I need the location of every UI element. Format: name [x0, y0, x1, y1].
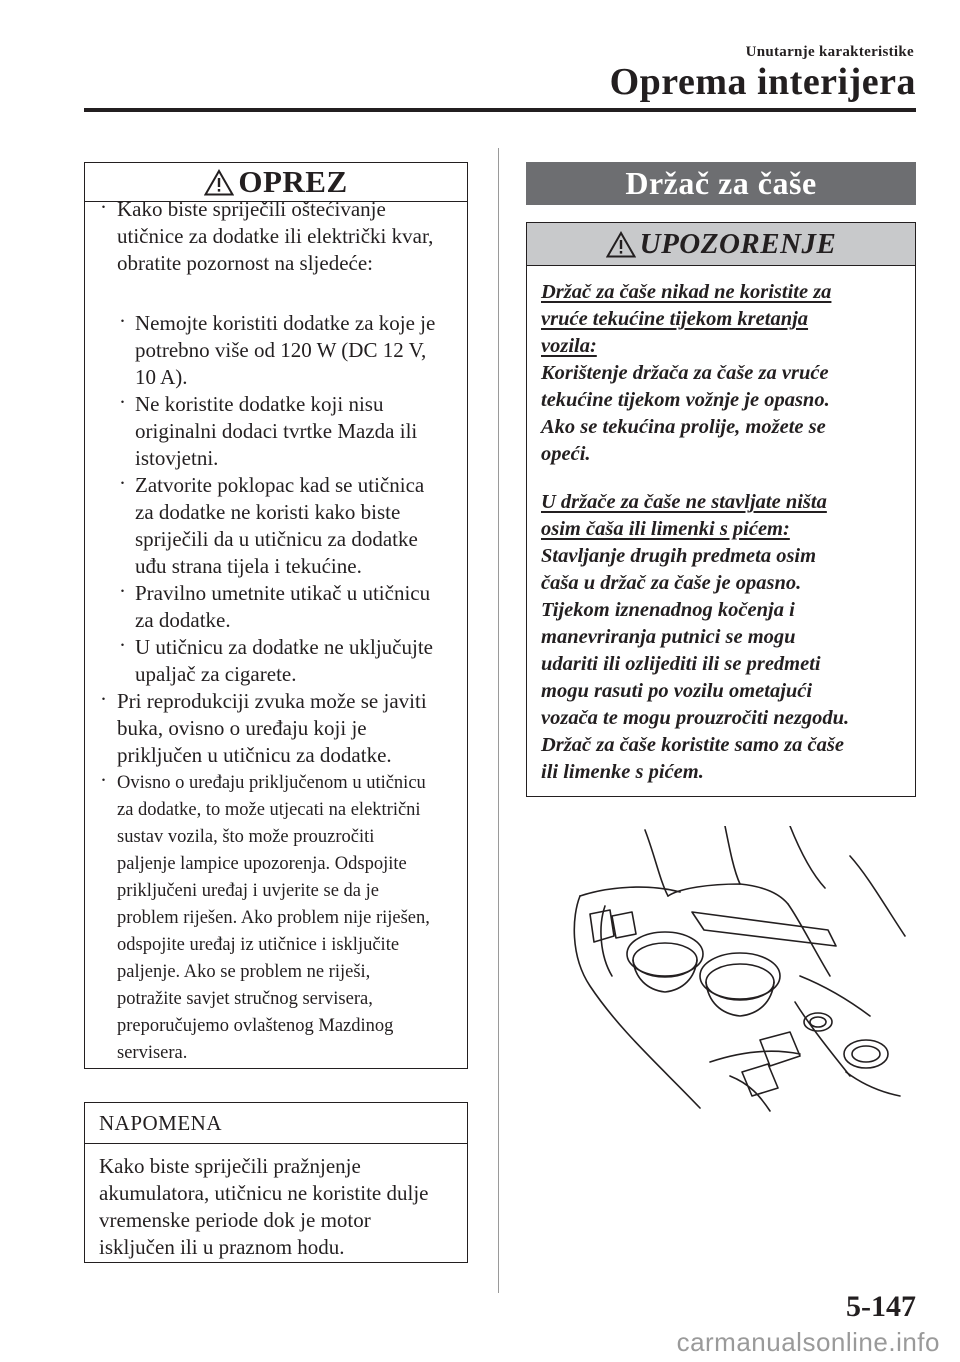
note-title: NAPOMENA [99, 1111, 223, 1135]
note-line: vremenske periode dok je motor [99, 1208, 371, 1232]
warning-box [526, 222, 916, 797]
caution-line: potražite savjet stručnog servisera, [117, 989, 373, 1009]
sub-bullet-dot: · [119, 471, 126, 495]
caution-line: potrebno više od 120 W (DC 12 V, [135, 338, 427, 362]
cupholder-illustration [550, 826, 910, 1116]
warning-triangle-icon [204, 169, 234, 196]
sub-bullet-dot: · [119, 309, 126, 333]
caution-box [84, 162, 468, 1069]
caution-line: utičnice za dodatke ili električki kvar, [117, 224, 434, 248]
bullet-dot: · [100, 687, 107, 711]
caution-line: buka, ovisno o uređaju koji je [117, 716, 367, 740]
cupholder-heading: Držač za čaše [625, 165, 817, 201]
caution-title: OPREZ [238, 164, 348, 199]
caution-line: Kako biste spriječili oštećivanje [117, 197, 386, 221]
caution-line: Zatvorite poklopac kad se utičnica [135, 473, 425, 497]
caution-line: obratite pozornost na sljedeće: [117, 251, 373, 275]
warning-line: čaša u držač za čaše je opasno. [541, 572, 802, 594]
warning-header [527, 223, 915, 266]
warning-line: vozača te mogu prouzročiti nezgodu. [541, 707, 850, 729]
caution-line: Nemojte koristiti dodatke za koje je [135, 311, 436, 335]
note-line: akumulatora, utičnicu ne koristite dulje [99, 1181, 429, 1205]
sub-bullet-dot: · [119, 579, 126, 603]
sub-bullet-dot: · [119, 390, 126, 414]
caution-line: paljenje. Ako se problem ne riješi, [117, 962, 371, 982]
note-text [99, 1153, 459, 1261]
warning-line: Ako se tekućina prolije, možete se [541, 416, 826, 438]
warning-line: opeći. [541, 443, 591, 465]
note-box [84, 1102, 468, 1263]
caution-line: originalni dodaci tvrtke Mazda ili [135, 419, 418, 443]
caution-line: upaljač za cigarete. [135, 662, 297, 686]
caution-line: priključen u utičnicu za dodatke. [117, 743, 392, 767]
cupholder-heading-bar [526, 162, 916, 205]
caution-line: paljenje lampice upozorenja. Odspojite [117, 854, 407, 874]
caution-line: servisera. [117, 1043, 188, 1063]
warning-line: Držač za čaše koristite samo za čaše [541, 734, 844, 756]
caution-line: spriječili da u utičnicu za dodatke [135, 527, 418, 551]
caution-line: 10 A). [135, 365, 188, 389]
column-divider [498, 148, 499, 1293]
bullet-dot: · [100, 195, 107, 219]
section-title: Oprema interijera [609, 61, 916, 103]
chapter-title: Unutarnje karakteristike [745, 44, 914, 60]
caution-line: za dodatke, to može utjecati na električni [117, 800, 421, 820]
warning-line: tekućine tijekom vožnje je opasno. [541, 389, 830, 411]
caution-line: odspojite uređaj iz utičnice i isključite [117, 935, 400, 955]
note-line: Kako biste spriječili pražnjenje [99, 1154, 361, 1178]
warning-line: Držač za čaše nikad ne koristite za [541, 281, 832, 303]
caution-line: problem riješen. Ako problem nije riješen, [117, 908, 430, 928]
warning-title: UPOZORENJE [639, 227, 837, 260]
note-header [85, 1103, 467, 1144]
warning-line: osim čaša ili limenki s pićem: [541, 518, 790, 540]
caution-line: Ovisno o uređaju priključenom u utičnicu [117, 773, 426, 793]
warning-line: U držače za čaše ne stavljate ništa [541, 491, 827, 513]
caution-line: priključeni uređaj i uvjerite se da je [117, 881, 379, 901]
warning-line: ili limenke s pićem. [541, 761, 704, 783]
page-number: 5-147 [846, 1290, 916, 1323]
header-rule [84, 108, 916, 112]
warning-line: Stavljanje drugih predmeta osim [541, 545, 817, 567]
caution-line: Ne koristite dodatke koji nisu [135, 392, 384, 416]
caution-line: preporučujemo ovlaštenog Mazdinog [117, 1016, 394, 1036]
warning-line: Tijekom iznenadnog kočenja i [541, 599, 795, 621]
caution-line: Pri reprodukciji zvuka može se javiti [117, 689, 427, 713]
caution-line: za dodatke. [135, 608, 231, 632]
warning-triangle-icon [606, 231, 636, 258]
caution-line: uđu strana tijela i tekućine. [135, 554, 362, 578]
warning-line: vruće tekućine tijekom kretanja [541, 308, 809, 330]
caution-line: istovjetni. [135, 446, 219, 470]
warning-line: manevriranja putnici se mogu [541, 626, 796, 648]
warning-line: mogu rasuti po vozilu ometajući [541, 680, 813, 702]
caution-line: U utičnicu za dodatke ne uključujte [135, 635, 433, 659]
caution-line: Pravilno umetnite utikač u utičnicu [135, 581, 431, 605]
bullet-dot: · [100, 768, 107, 792]
caution-line: sustav vozila, što može prouzročiti [117, 827, 375, 847]
watermark: carmanualsonline.info [676, 1327, 940, 1357]
warning-line: vozila: [541, 335, 597, 357]
warning-line: udariti ili ozlijediti ili se predmeti [541, 653, 821, 675]
note-line: isključen ili u praznom hodu. [99, 1235, 345, 1259]
sub-bullet-dot: · [119, 633, 126, 657]
warning-line: Korištenje držača za čaše za vruće [541, 362, 829, 384]
caution-line: za dodatke ne koristi kako biste [135, 500, 401, 524]
